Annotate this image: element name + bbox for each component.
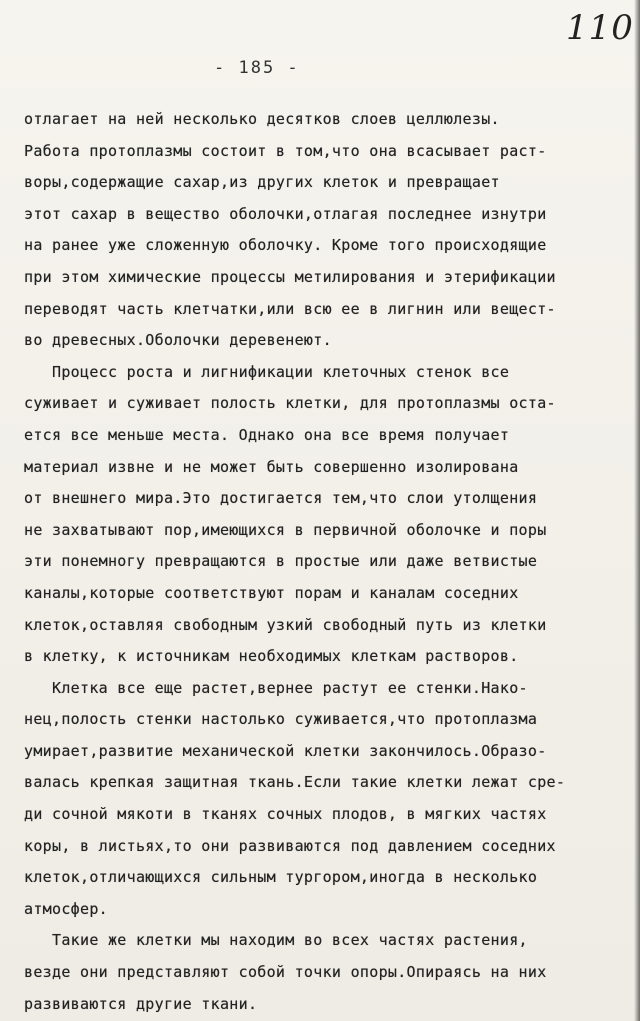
text-line: атмосфер.: [24, 899, 108, 918]
text-line: эти понемногу превращаются в простые или даже ветвистые: [24, 552, 538, 571]
text-line: умирает,развитие механической клетки закончилось.Образо-: [24, 741, 547, 760]
text-line: развиваются другие ткани.: [24, 994, 258, 1013]
text-line: в клетку, к источникам необходимых клеткам растворов.: [24, 647, 519, 666]
text-line: суживает и суживает полость клетки, для протоплазмы оста-: [24, 394, 556, 413]
text-line: Процесс роста и лигнификации клеточных стенок все: [24, 362, 510, 381]
text-line: переводят часть клетчатки,или всю ее в лигнин или вещест-: [24, 299, 556, 318]
page-number: - 185 -: [214, 58, 300, 78]
text-line: Работа протоплазмы состоит в том,что она всасывает раст-: [24, 141, 547, 160]
text-line: ди сочной мякоти в тканях сочных плодов, в мягких частях: [24, 805, 547, 824]
text-line: каналы,которые соответствуют порам и каналам соседних: [24, 583, 519, 602]
text-line: ется все меньше места. Однако она все время получает: [24, 425, 510, 444]
text-line: воры,содержащие сахар,из других клеток и превращает: [24, 173, 500, 192]
page-edge-shadow: [634, 0, 640, 1021]
text-line: при этом химические процессы метилирования и этерификации: [24, 267, 556, 286]
text-line: на ранее уже сложенную оболочку. Кроме того происходящие: [24, 236, 547, 255]
text-line: коры, в листьях,то они развиваются под давлением соседних: [24, 836, 556, 855]
text-line: валась крепкая защитная ткань.Если такие клетки лежат сре-: [24, 773, 566, 792]
text-line: клеток,оставляя свободным узкий свободный путь из клетки: [24, 615, 547, 634]
text-line: во древесных.Оболочки деревенеют.: [24, 331, 332, 350]
text-line: нец,полость стенки настолько суживается,что протоплазма: [24, 710, 538, 729]
text-line: материал извне и не может быть совершенно изолирована: [24, 457, 519, 476]
body-text: [24, 104, 630, 1020]
text-line: отлагает на ней несколько десятков слоев целлюлезы.: [24, 110, 500, 128]
text-line: от внешнего мира.Это достигается тем,что слои утолщения: [24, 489, 538, 508]
text-line: не захватывают пор,имеющихся в первичной оболочке и поры: [24, 520, 547, 539]
text-line: Такие же клетки мы находим во всех частях растения,: [24, 931, 528, 950]
folio-number: 110: [566, 8, 634, 48]
text-line: Клетка все еще растет,вернее растут ее стенки.Нако-: [24, 678, 528, 697]
text-line: везде они представляют собой точки опоры.Опираясь на них: [24, 963, 547, 982]
text-line: этот сахар в вещество оболочки,отлагая последнее изнутри: [24, 204, 547, 223]
text-line: клеток,отличающихся сильным тургором,иногда в несколько: [24, 868, 538, 887]
